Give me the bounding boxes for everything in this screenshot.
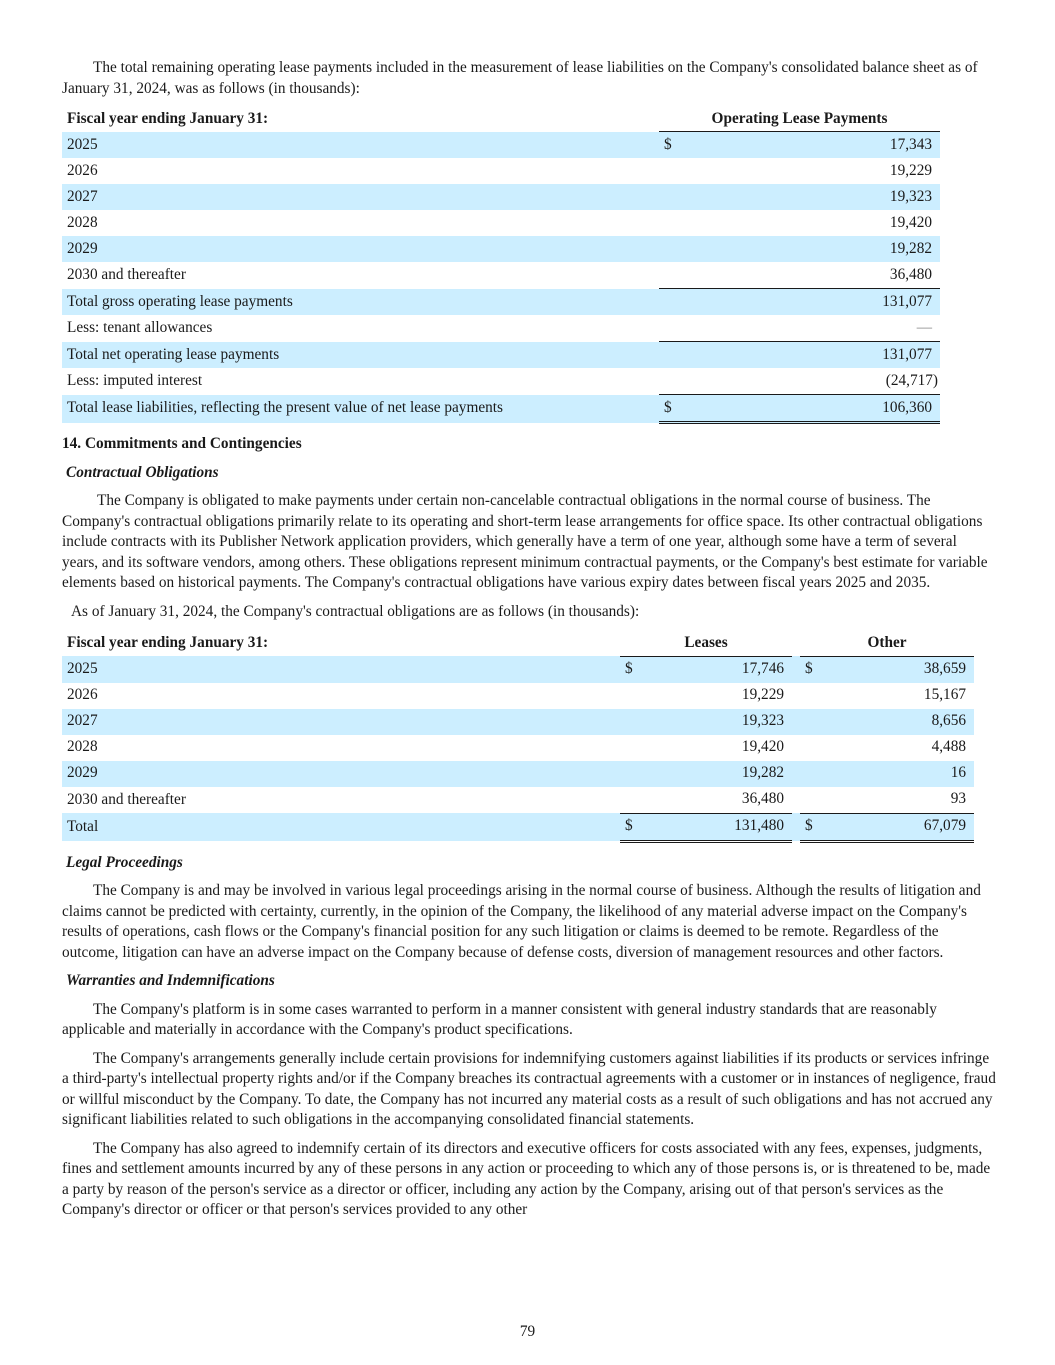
column-header-fiscal-year: Fiscal year ending January 31: (67, 633, 269, 651)
warranties-paragraph-1: The Company's platform is in some cases warranted to perform in a manner consistent with general industry standards that are reasonably applicable and materially in accordance with the Company's product specifications. (62, 1000, 937, 1038)
row-value: 19,229 (889, 161, 932, 179)
row-label: 2030 and thereafter (67, 790, 186, 808)
row-value: (24,717) (885, 371, 938, 389)
subsection-title-contractual-obligations: Contractual Obligations (66, 463, 219, 481)
currency-symbol: $ (620, 813, 638, 841)
row-label: Total net operating lease payments (62, 342, 659, 369)
row-label: Less: imputed interest (67, 372, 203, 389)
table-row-subtotal (62, 342, 940, 369)
table-row (62, 683, 974, 709)
subsection-title-warranties: Warranties and Indemnifications (66, 972, 275, 989)
table-row-total (62, 395, 940, 423)
currency-symbol: $ (659, 395, 677, 423)
page-number: 79 (519, 1323, 536, 1340)
operating-lease-table (62, 107, 940, 424)
leases-value: 17,746 (638, 656, 792, 683)
row-label: 2029 (62, 236, 659, 262)
table-row-total (62, 813, 974, 841)
row-value: 19,420 (889, 213, 932, 231)
table-row (62, 132, 940, 159)
other-value: 93 (950, 790, 966, 808)
lease-intro-paragraph: The total remaining operating lease payments included in the measurement of lease liabilities on the Company's consolidated balance sheet as of January 31, 2024, was as follows (in thousands): (62, 59, 978, 97)
section-heading: 14. Commitments and Contingencies (62, 435, 302, 452)
table-row (62, 709, 974, 735)
currency-symbol: $ (800, 656, 818, 683)
currency-symbol: $ (659, 132, 677, 159)
currency-symbol: $ (800, 813, 818, 841)
leases-value: 19,420 (741, 738, 784, 756)
table-header-row (62, 107, 940, 132)
other-value: 67,079 (818, 813, 974, 841)
row-label: Total lease liabilities, reflecting the present value of net lease payments (62, 395, 659, 423)
warranties-paragraph-3: The Company has also agreed to indemnify certain of its directors and executive officers for costs associated with any fees, expenses, judgments, fines and settlement amounts incurred by any of these persons in any action or proceeding to which any of those persons is, or is threatened to be, made a party by reason of the person's service as a director or officer, including any action by the Company, arising out of that person's services as the Company's director or officer or that person's services provided to any other (62, 1139, 991, 1218)
contractual-obligations-table (62, 630, 974, 843)
table-row (62, 656, 974, 683)
column-header-leases: Leases (620, 630, 792, 656)
legal-proceedings-paragraph: The Company is and may be involved in various legal proceedings arising in the normal course of business. Although the results of litigation and claims cannot be predicted with certainty, currently, in the opinion of the Company, the likelihood of any material adverse impact on the Company's results of operations, cash flows or the Company's financial position for any such litigation or claims is deemed to be remote. Regardless of the outcome, litigation can have an adverse impact on the Company because of defense costs, diversion of management resources and other factors. (62, 882, 981, 961)
other-value: 16 (818, 761, 974, 787)
row-label: 2026 (67, 686, 98, 704)
row-label: 2025 (62, 132, 659, 159)
table-row (62, 236, 940, 262)
leases-value: 131,480 (638, 813, 792, 841)
table-row (62, 315, 940, 342)
contractual-obligations-paragraph: The Company is obligated to make payments under certain non-cancelable contractual obligations in the normal course of business. The Company's contractual obligations primarily relate to its operating and short-term lease arrangements for office space. Its other contractual obligations include contracts with its Publisher Network application providers, which generally have a term of one year, although some have a term of several years, and its software vendors, among others. These obligations represent minimum contractual payments, or the Company's best estimate for variable elements based on historical payments. The Company's contractual obligations have various expiry dates between fiscal years 2025 and 2035. (62, 492, 988, 591)
currency-symbol: $ (620, 656, 638, 683)
table-row (62, 368, 940, 395)
table-row (62, 787, 974, 814)
row-label: 2026 (67, 161, 98, 179)
row-label: 2028 (67, 213, 98, 231)
column-header-operating-lease-payments: Operating Lease Payments (659, 107, 940, 132)
subsection-title-legal-proceedings: Legal Proceedings (66, 853, 183, 871)
row-label: 2030 and thereafter (67, 266, 186, 283)
obligations-intro-paragraph: As of January 31, 2024, the Company's contractual obligations are as follows (in thousands): (71, 602, 640, 620)
table-row-subtotal (62, 289, 940, 316)
warranties-paragraph-2: The Company's arrangements generally include certain provisions for indemnifying customers against liabilities if its products or services infringe a third-party's intellectual property rights and/or if the Company breaches its contractual agreements with a customer or in instances of negligence, fraud or willful misconduct by the Company. To date, the Company has not incurred any material costs as a result of such obligations and has not accrued any significant liabilities related to such obligations in the accompanying consolidated financial statements. (62, 1049, 996, 1128)
column-header-other: Other (800, 630, 974, 656)
leases-value: 19,282 (638, 761, 792, 787)
row-label: 2029 (62, 761, 620, 787)
other-value: 15,167 (923, 686, 966, 704)
row-value: 106,360 (677, 395, 940, 423)
table-row (62, 210, 940, 236)
row-value: — (916, 318, 932, 336)
row-value: 131,077 (677, 289, 940, 316)
leases-value: 19,229 (741, 686, 784, 704)
table-row (62, 262, 940, 289)
leases-value: 36,480 (741, 790, 784, 808)
row-label: 2028 (67, 738, 98, 756)
row-label: Total gross operating lease payments (62, 289, 659, 316)
row-label: 2027 (62, 184, 659, 210)
row-label: Less: tenant allowances (67, 319, 213, 336)
row-value: 131,077 (677, 342, 940, 369)
row-label: 2027 (62, 709, 620, 735)
table-row (62, 761, 974, 787)
column-header-fiscal-year: Fiscal year ending January 31: (67, 110, 269, 127)
row-value: 36,480 (889, 265, 932, 283)
other-value: 38,659 (818, 656, 974, 683)
table-row (62, 158, 940, 184)
row-label: 2025 (62, 656, 620, 683)
leases-value: 19,323 (638, 709, 792, 735)
table-header-row (62, 630, 974, 656)
row-value: 19,323 (677, 184, 940, 210)
table-row (62, 735, 974, 761)
document-page (62, 58, 996, 1229)
row-label: Total (62, 813, 620, 841)
other-value: 4,488 (931, 738, 966, 756)
table-row (62, 184, 940, 210)
other-value: 8,656 (818, 709, 974, 735)
row-value: 19,282 (677, 236, 940, 262)
row-value: 17,343 (677, 132, 940, 159)
